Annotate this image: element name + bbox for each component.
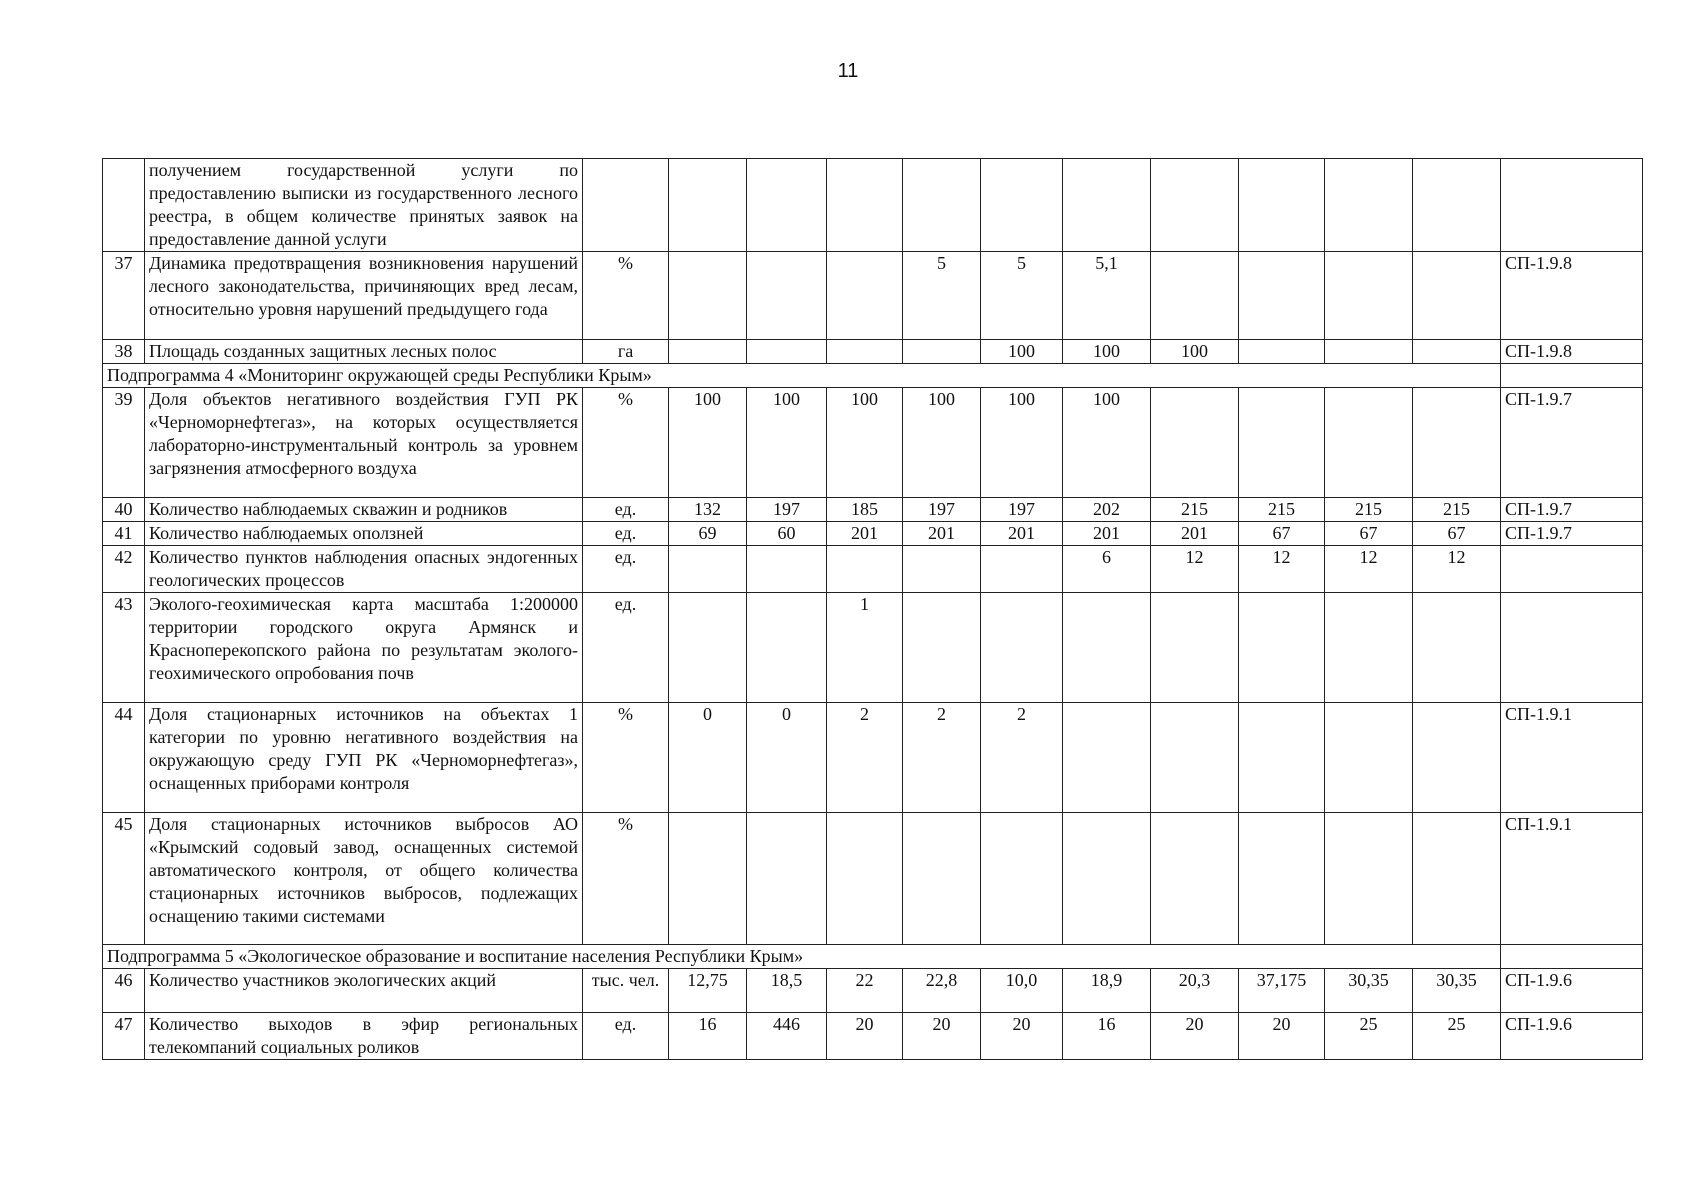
value-cell: 215 [1151,498,1239,522]
value-cell [981,159,1063,252]
value-cell [1151,813,1239,945]
row-number: 40 [103,498,145,522]
table-row [103,159,1643,252]
value-cell: 0 [747,703,827,813]
value-cell [1239,703,1325,813]
unit: тыс. чел. [583,969,669,1013]
value-cell [1239,252,1325,340]
table-row [103,1013,1643,1060]
value-cell [827,813,903,945]
value-cell [747,340,827,364]
reference-code [1501,593,1643,703]
value-cell [903,159,981,252]
table-row [103,969,1643,1013]
value-cell [1239,340,1325,364]
unit [583,159,669,252]
value-cell: 100 [1063,340,1151,364]
value-cell [1413,340,1501,364]
table-row [103,522,1643,546]
reference-code: СП-1.9.1 [1501,703,1643,813]
row-number: 45 [103,813,145,945]
value-cell [1239,388,1325,498]
indicator-name: получением государственной услуги по предоставлению выписки из государственного лесного реестра, в общем количестве принятых заявок на предоставление данной услуги [145,159,583,252]
unit: % [583,252,669,340]
table-row [103,388,1643,498]
value-cell: 18,9 [1063,969,1151,1013]
value-cell: 5 [903,252,981,340]
value-cell [1063,159,1151,252]
value-cell [1325,703,1413,813]
value-cell [827,252,903,340]
value-cell: 197 [981,498,1063,522]
unit: % [583,703,669,813]
value-cell: 20 [1151,1013,1239,1060]
value-cell: 2 [827,703,903,813]
row-number [103,159,145,252]
row-number: 43 [103,593,145,703]
value-cell: 132 [669,498,747,522]
value-cell: 185 [827,498,903,522]
unit: % [583,813,669,945]
value-cell: 20 [1239,1013,1325,1060]
value-cell [669,593,747,703]
value-cell: 100 [827,388,903,498]
indicator-name: Динамика предотвращения возникновения нарушений лесного законодательства, причиняющих вред лесам, относительно уровня нарушений предыдущего года [145,252,583,340]
value-cell: 18,5 [747,969,827,1013]
value-cell: 37,175 [1239,969,1325,1013]
value-cell: 67 [1325,522,1413,546]
value-cell [1325,813,1413,945]
value-cell: 100 [747,388,827,498]
value-cell: 60 [747,522,827,546]
reference-code [1501,159,1643,252]
table-body [103,159,1643,1060]
section-title: Подпрограмма 4 «Мониторинг окружающей среды Республики Крым» [103,364,1501,388]
value-cell: 100 [669,388,747,498]
value-cell: 201 [903,522,981,546]
value-cell: 2 [981,703,1063,813]
value-cell [1151,388,1239,498]
unit: га [583,340,669,364]
value-cell: 100 [1151,340,1239,364]
value-cell [981,813,1063,945]
value-cell [1325,340,1413,364]
value-cell [1239,159,1325,252]
value-cell: 201 [1151,522,1239,546]
value-cell: 0 [669,703,747,813]
value-cell [1151,593,1239,703]
value-cell [903,813,981,945]
unit: % [583,388,669,498]
unit: ед. [583,522,669,546]
value-cell [669,159,747,252]
value-cell: 16 [1063,1013,1151,1060]
row-number: 41 [103,522,145,546]
reference-code: СП-1.9.1 [1501,813,1643,945]
value-cell: 25 [1325,1013,1413,1060]
value-cell [903,340,981,364]
value-cell [903,593,981,703]
value-cell: 67 [1239,522,1325,546]
value-cell: 197 [747,498,827,522]
value-cell [747,813,827,945]
value-cell: 202 [1063,498,1151,522]
indicator-name: Количество участников экологических акций [145,969,583,1013]
indicator-name: Количество пунктов наблюдения опасных эндогенных геологических процессов [145,546,583,593]
value-cell [1151,252,1239,340]
value-cell: 201 [827,522,903,546]
indicator-name: Доля стационарных источников на объектах 1 категории по уровню негативного воздействия на окружающую среду ГУП РК «Черноморнефтегаз», оснащенных приборами контроля [145,703,583,813]
page-number: 11 [837,60,859,82]
table-row [103,498,1643,522]
section-row [103,364,1643,388]
value-cell: 446 [747,1013,827,1060]
value-cell [1413,159,1501,252]
table-row [103,813,1643,945]
value-cell: 22 [827,969,903,1013]
value-cell [1325,252,1413,340]
value-cell [827,159,903,252]
value-cell [1239,813,1325,945]
value-cell: 16 [669,1013,747,1060]
value-cell: 100 [903,388,981,498]
value-cell: 20,3 [1151,969,1239,1013]
value-cell: 20 [903,1013,981,1060]
row-number: 38 [103,340,145,364]
value-cell [1413,252,1501,340]
value-cell [669,252,747,340]
value-cell: 201 [981,522,1063,546]
reference-code: СП-1.9.8 [1501,252,1643,340]
value-cell: 201 [1063,522,1151,546]
reference-code: СП-1.9.7 [1501,522,1643,546]
value-cell: 215 [1239,498,1325,522]
value-cell [1239,593,1325,703]
value-cell [1063,703,1151,813]
value-cell [1325,159,1413,252]
table-row [103,546,1643,593]
value-cell: 5 [981,252,1063,340]
indicator-name: Площадь созданных защитных лесных полос [145,340,583,364]
value-cell [669,546,747,593]
table-row [103,252,1643,340]
value-cell [747,159,827,252]
indicator-name: Количество наблюдаемых скважин и родников [145,498,583,522]
row-number: 47 [103,1013,145,1060]
indicator-name: Доля стационарных источников выбросов АО «Крымский содовый завод, оснащенных системой автоматического контроля, от общего количества стационарных источников выбросов, подлежащих оснащению такими системами [145,813,583,945]
row-number: 37 [103,252,145,340]
table-row [103,703,1643,813]
value-cell: 6 [1063,546,1151,593]
value-cell: 12 [1325,546,1413,593]
section-title: Подпрограмма 5 «Экологическое образование и воспитание населения Республики Крым» [103,945,1501,969]
indicator-name: Количество выходов в эфир региональных телекомпаний социальных роликов [145,1013,583,1060]
value-cell: 69 [669,522,747,546]
value-cell [747,252,827,340]
value-cell [1413,593,1501,703]
unit: ед. [583,1013,669,1060]
table-row [103,593,1643,703]
value-cell [1413,813,1501,945]
value-cell [747,593,827,703]
value-cell: 197 [903,498,981,522]
value-cell [1151,703,1239,813]
reference-code: СП-1.9.6 [1501,1013,1643,1060]
value-cell: 100 [981,340,1063,364]
value-cell [827,340,903,364]
section-row [103,945,1643,969]
section-ref-cell [1501,364,1643,388]
value-cell: 30,35 [1325,969,1413,1013]
reference-code: СП-1.9.7 [1501,388,1643,498]
row-number: 42 [103,546,145,593]
value-cell: 12,75 [669,969,747,1013]
value-cell: 1 [827,593,903,703]
reference-code: СП-1.9.8 [1501,340,1643,364]
value-cell: 12 [1239,546,1325,593]
value-cell [981,546,1063,593]
row-number: 46 [103,969,145,1013]
value-cell [669,340,747,364]
indicator-name: Количество наблюдаемых оползней [145,522,583,546]
value-cell: 22,8 [903,969,981,1013]
section-ref-cell [1501,945,1643,969]
value-cell: 215 [1413,498,1501,522]
value-cell [669,813,747,945]
value-cell [747,546,827,593]
value-cell: 67 [1413,522,1501,546]
row-number: 44 [103,703,145,813]
reference-code: СП-1.9.6 [1501,969,1643,1013]
value-cell [1063,593,1151,703]
value-cell [1151,159,1239,252]
unit: ед. [583,546,669,593]
value-cell [981,593,1063,703]
indicator-name: Эколого-геохимическая карта масштаба 1:200000 территории городского округа Армянск и Красноперекопского района по результатам эколого-геохимического опробования почв [145,593,583,703]
value-cell [903,546,981,593]
indicators-table [102,158,1643,1060]
value-cell: 20 [981,1013,1063,1060]
value-cell: 215 [1325,498,1413,522]
value-cell: 2 [903,703,981,813]
unit: ед. [583,498,669,522]
value-cell: 5,1 [1063,252,1151,340]
value-cell: 100 [1063,388,1151,498]
unit: ед. [583,593,669,703]
value-cell: 12 [1413,546,1501,593]
value-cell: 20 [827,1013,903,1060]
reference-code [1501,546,1643,593]
row-number: 39 [103,388,145,498]
indicator-name: Доля объектов негативного воздействия ГУП РК «Черноморнефтегаз», на которых осуществляется лабораторно-инструментальный контроль за уровнем загрязнения атмосферного воздуха [145,388,583,498]
value-cell: 12 [1151,546,1239,593]
value-cell [1325,593,1413,703]
value-cell [1413,703,1501,813]
value-cell: 10,0 [981,969,1063,1013]
value-cell [1063,813,1151,945]
value-cell [1413,388,1501,498]
reference-code: СП-1.9.7 [1501,498,1643,522]
value-cell: 25 [1413,1013,1501,1060]
value-cell [1325,388,1413,498]
value-cell: 30,35 [1413,969,1501,1013]
value-cell [827,546,903,593]
table-row [103,340,1643,364]
value-cell: 100 [981,388,1063,498]
